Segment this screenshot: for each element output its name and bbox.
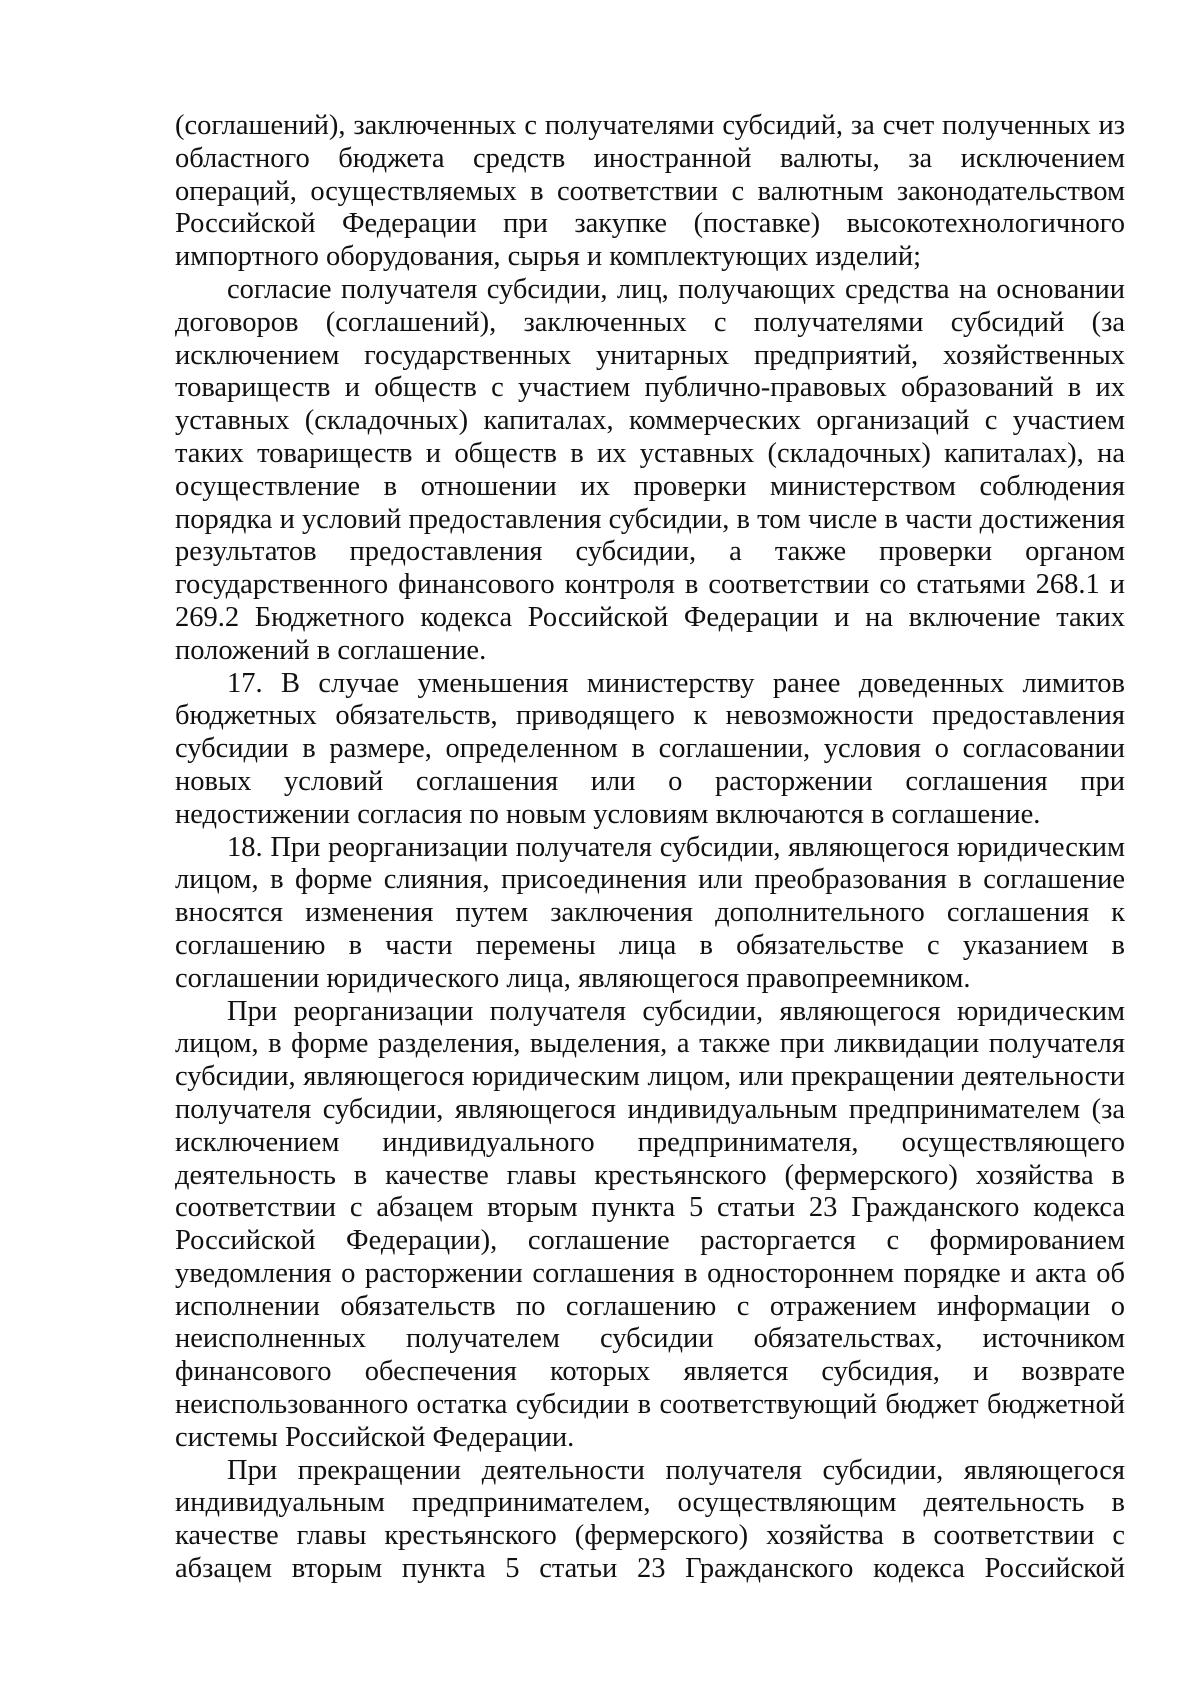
paragraph-17-limit-reduction: 17. В случае уменьшения министерству ранее доведенных лимитов бюджетных обязательств, приводящего к невозможности предоставления субсидии в размере, определенном в соглашении, условия о согласовании новых условий соглашения или о расторжении соглашения при недостижении согласия по новым условиям включаются в соглашение. xyxy=(175,667,1125,830)
paragraph-termination-farm-head: При прекращении деятельности получателя субсидии, являющегося индивидуальным предпринимателем, осуществляющим деятельность в качестве главы крестьянского (фермерского) хозяйства в соответствии с абзацем вторым пункта 5 статьи 23 Гражданского кодекса Российской xyxy=(175,1454,1125,1585)
paragraph-reorganization-division: При реорганизации получателя субсидии, являющегося юридическим лицом, в форме разделения, выделения, а также при ликвидации получателя субсидии, являющегося юридическим лицом, или прекращении деятельности получателя субсидии, являющегося индивидуальным предпринимателем (за исключением индивидуального предпринимателя, осуществляющего деятельность в качестве главы крестьянского (фермерского) хозяйства в соответствии с абзацем вторым пункта 5 статьи 23 Гражданского кодекса Российской Федерации), соглашение расторгается с формированием уведомления о расторжении соглашения в одностороннем порядке и акта об исполнении обязательств по соглашению с отражением информации о неисполненных получателем субсидии обязательствах, источником финансового обеспечения которых является субсидия, и возврате неиспользованного остатка субсидии в соответствующий бюджет бюджетной системы Российской Федерации. xyxy=(175,995,1125,1453)
paragraph-18-reorganization-merger: 18. При реорганизации получателя субсидии, являющегося юридическим лицом, в форме слияния, присоединения или преобразования в соглашение вносятся изменения путем заключения дополнительного соглашения к соглашению в части перемены лица в обязательстве с указанием в соглашении юридического лица, являющегося правопреемником. xyxy=(175,831,1125,994)
document-page xyxy=(175,110,1125,1586)
paragraph-currency-operations: (соглашений), заключенных с получателями субсидий, за счет полученных из областного бюджета средств иностранной валюты, за исключением операций, осуществляемых в соответствии с валютным законодательством Российской Федерации при закупке (поставке) высокотехнологичного импортного оборудования, сырья и комплектующих изделий; xyxy=(175,110,1125,273)
paragraph-consent-to-inspection: согласие получателя субсидии, лиц, получающих средства на основании договоров (соглашений), заключенных с получателями субсидий (за исключением государственных унитарных предприятий, хозяйственных товариществ и обществ с участием публично-правовых образований в их уставных (складочных) капиталах, коммерческих организаций с участием таких товариществ и обществ в их уставных (складочных) капиталах), на осуществление в отношении их проверки министерством соблюдения порядка и условий предоставления субсидии, в том числе в части достижения результатов предоставления субсидии, а также проверки органом государственного финансового контроля в соответствии со статьями 268.1 и 269.2 Бюджетного кодекса Российской Федерации и на включение таких положений в соглашение. xyxy=(175,273,1125,666)
